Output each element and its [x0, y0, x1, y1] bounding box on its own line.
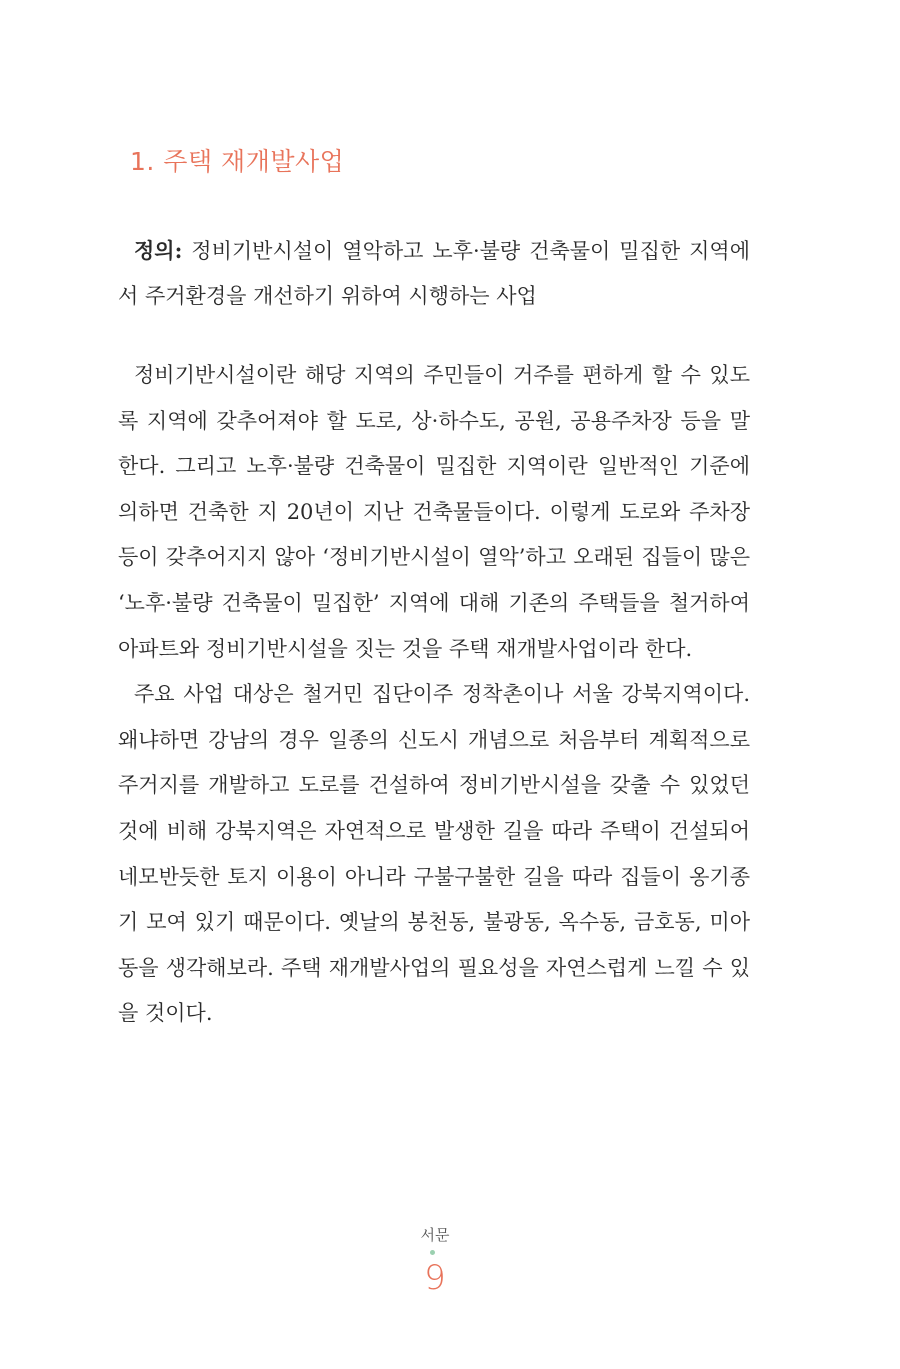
definition-text: 정비기반시설이 열악하고 노후·불량 건축물이 밀집한 지역에서 주거환경을 개선하기 위하여 시행하는 사업 — [118, 239, 750, 308]
body-paragraph-2: 주요 사업 대상은 철거민 집단이주 정착촌이나 서울 강북지역이다. 왜냐하면 강남의 경우 일종의 신도시 개념으로 처음부터 계획적으로 주거지를 개발하고 도로를 건설하여 정비기반시설을 갖출 수 있었던 것에 비해 강북지역은 자연적으로 발생한 길을 따라 주택이 건설되어 네모반듯한 토지 이용이 아니라 구불구불한 길을 따라 집들이 옹기종기 모여 있기 때문이다. 옛날의 봉천동, 불광동, 옥수동, 금호동, 미아동을 생각해보라. 주택 재개발사업의 필요성을 자연스럽게 느낄 수 있을 것이다. — [118, 682, 750, 1026]
footer-section-label: 서문 — [420, 1226, 450, 1244]
page-number: 9 — [424, 1258, 446, 1298]
definition-paragraph — [118, 228, 750, 319]
footer-dot — [430, 1250, 435, 1255]
definition-label: 정의: — [134, 238, 183, 263]
body-paragraph-1: 정비기반시설이란 해당 지역의 주민들이 거주를 편하게 할 수 있도록 지역에 갖추어져야 할 도로, 상·하수도, 공원, 공용주차장 등을 말한다. 그리고 노후·불량 건축물이 밀집한 지역이란 일반적인 기준에 의하면 건축한 지 20년이 지난 건축물들이다. 이렇게 도로와 주차장 등이 갖추어지지 않아 ‘정비기반시설이 열악’하고 오래된 집들이 많은 ‘노후·불량 건축물이 밀집한’ 지역에 대해 기존의 주택들을 철거하여 아파트와 정비기반시설을 짓는 것을 주택 재개발사업이라 한다. — [118, 363, 750, 661]
body-text — [118, 353, 750, 1037]
section-heading: 1. 주택 재개발사업 — [130, 147, 345, 176]
